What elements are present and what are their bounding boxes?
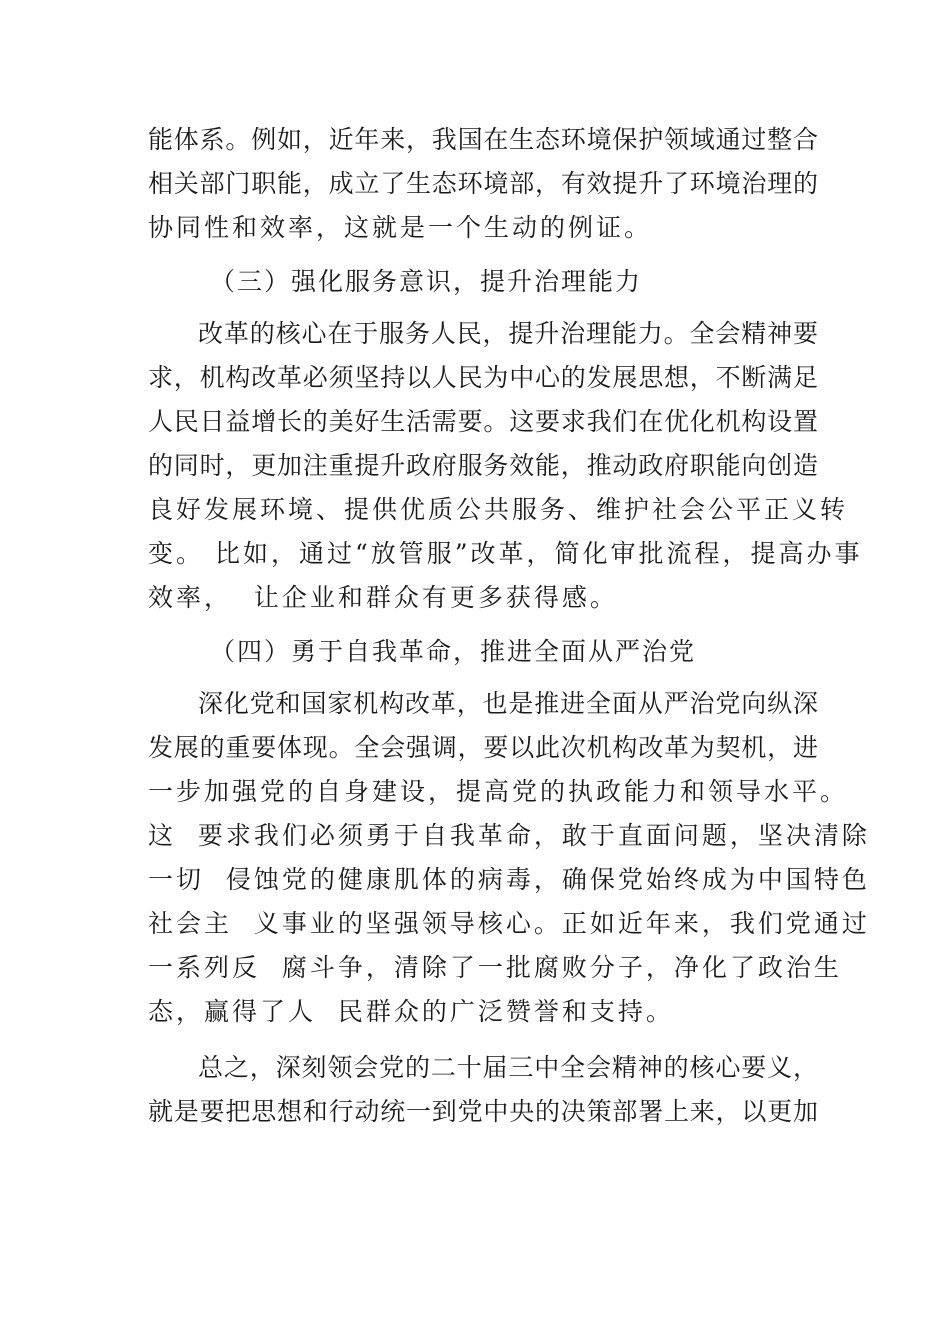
text-line: 的同时，更加注重提升政府服务效能，推动政府职能向创造 — [148, 451, 818, 480]
text-line: 就是要把思想和行动统一到党中央的决策部署上来，以更加 — [148, 1097, 818, 1126]
text-line: 良好发展环境、提供优质公共服务、维护社会公平正义转 — [148, 495, 849, 524]
text-line: 人民日益增长的美好生活需要。这要求我们在优化机构设置 — [148, 407, 818, 436]
section-heading: （四）勇于自我革命，推进全面从严治党 — [210, 637, 697, 666]
text-line: 一步加强党的自身建设，提高党的执政能力和领导水平。 — [148, 777, 849, 806]
text-line: 协同性和效率，这就是一个生动的例证。 — [148, 213, 653, 242]
text-line: 能体系。例如，近年来，我国在生态环境保护领域通过整合 — [148, 125, 818, 154]
text-line: 一切 侵蚀党的健康肌体的病毒，确保党始终成为中国特色 — [148, 865, 870, 894]
text-line: 相关部门职能，成立了生态环境部，有效提升了环境治理的 — [148, 169, 818, 198]
text-line: 态，赢得了人 民群众的广泛赞誉和支持。 — [148, 997, 674, 1026]
section-heading: （三）强化服务意识，提升治理能力 — [210, 267, 643, 296]
text-line: 变。 比如，通过“放管服”改革，简化审批流程，提高办事 — [148, 539, 863, 568]
text-line: 这 要求我们必须勇于自我革命，敢于直面问题，坚决清除 — [148, 821, 870, 850]
text-line: 求，机构改革必须坚持以人民为中心的发展思想，不断满足 — [148, 363, 818, 392]
text-line: 社会主 义事业的坚强领导核心。正如近年来，我们党通过 — [148, 909, 870, 938]
text-line: 一系列反 腐斗争，清除了一批腐败分子，净化了政治生 — [148, 953, 842, 982]
text-line: 改革的核心在于服务人民，提升治理能力。全会精神要 — [198, 319, 818, 348]
text-line: 效率， 让企业和群众有更多获得感。 — [148, 583, 618, 612]
text-line: 发展的重要体现。全会强调，要以此次机构改革为契机，进 — [148, 733, 818, 762]
text-line: 深化党和国家机构改革，也是推进全面从严治党向纵深 — [198, 689, 818, 718]
text-line: 总之，深刻领会党的二十届三中全会精神的核心要义， — [198, 1053, 818, 1082]
